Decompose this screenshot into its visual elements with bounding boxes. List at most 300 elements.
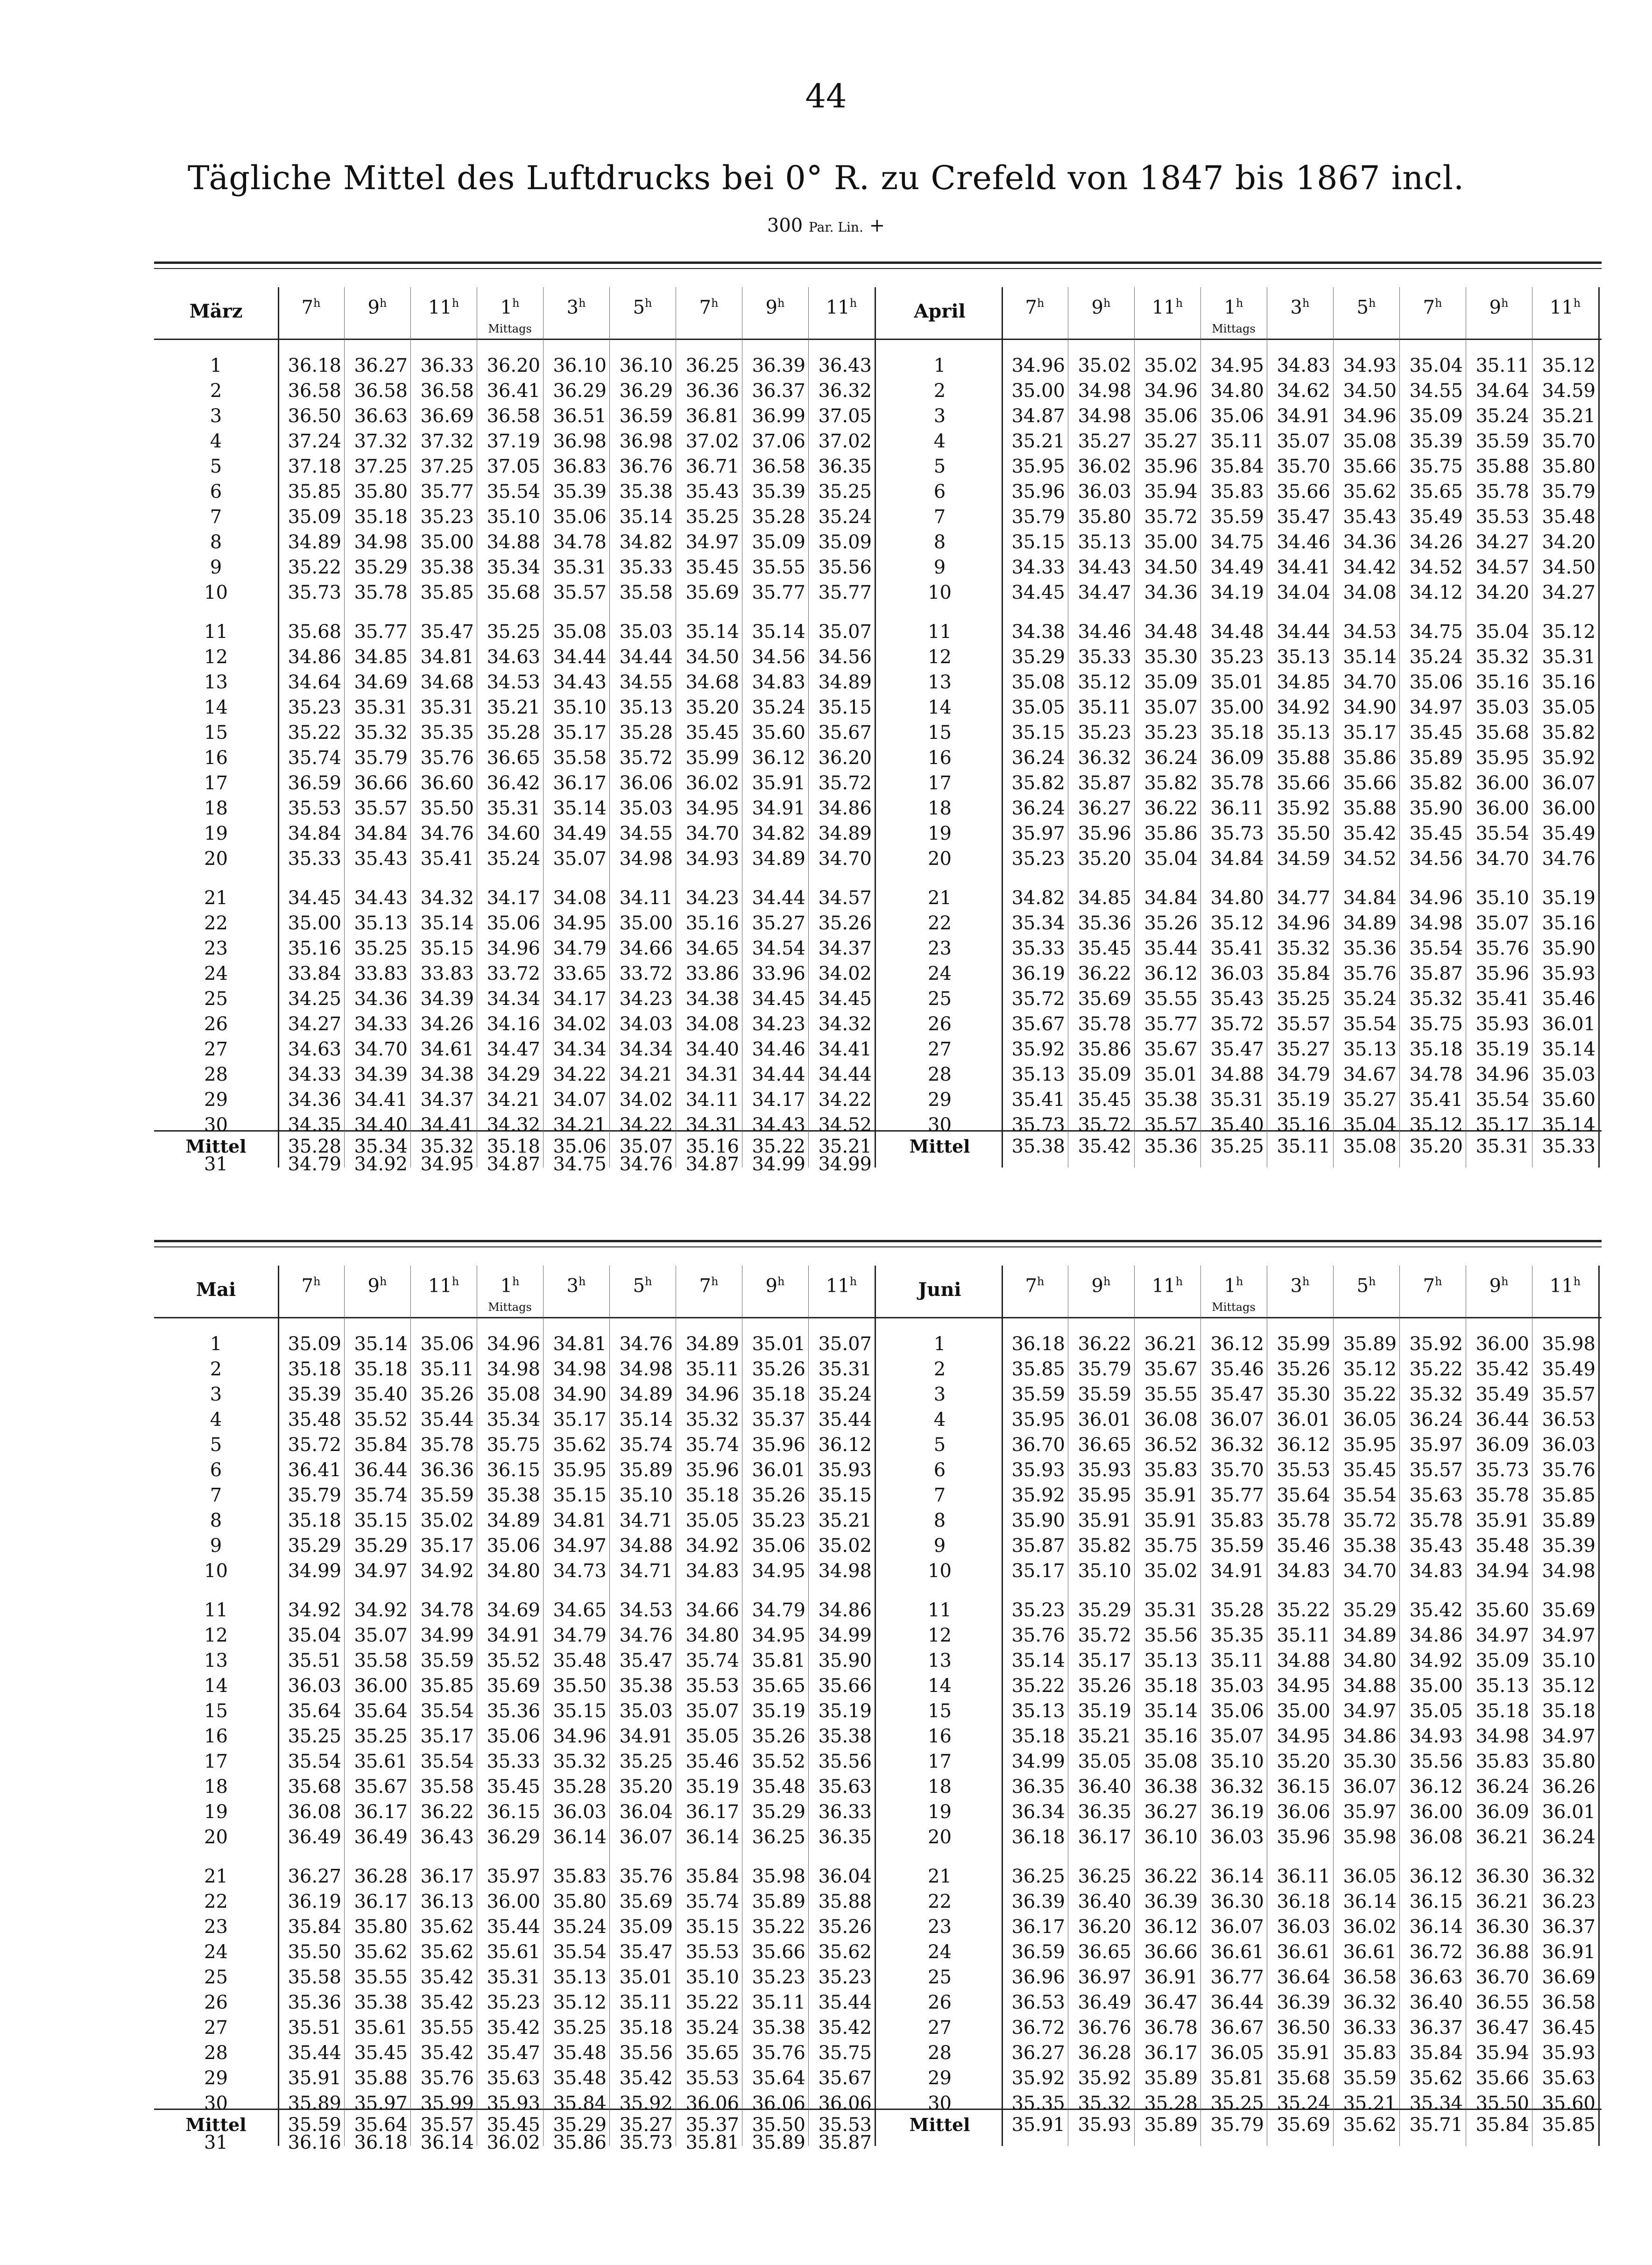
- pressure-value: 35.12: [1542, 355, 1596, 376]
- pressure-value: 36.19: [1011, 963, 1065, 984]
- pressure-value: 35.18: [354, 506, 408, 528]
- hour-header: [676, 297, 742, 318]
- hour-number: 5: [633, 1275, 645, 1297]
- day-number: 22: [204, 1891, 228, 1912]
- unit-note: [0, 215, 1652, 236]
- pressure-value: 36.66: [354, 772, 408, 794]
- pressure-value: 35.19: [1078, 1700, 1131, 1722]
- pressure-value: 35.18: [354, 1359, 408, 1380]
- pressure-value: 34.95: [553, 913, 607, 934]
- pressure-value: 36.09: [1210, 747, 1264, 769]
- pressure-value: 35.87: [1011, 1535, 1065, 1557]
- hour-number: 9: [1091, 1275, 1103, 1297]
- pressure-value: 36.16: [288, 2132, 341, 2153]
- pressure-value: 36.06: [818, 2093, 872, 2114]
- pressure-value: 35.11: [1210, 431, 1264, 452]
- pressure-value: 35.57: [354, 798, 408, 819]
- day-number: 26: [928, 1992, 952, 2013]
- pressure-value: 36.43: [818, 355, 872, 376]
- day-number: 10: [928, 1560, 952, 1582]
- pressure-value: 34.75: [1210, 531, 1264, 553]
- pressure-value: 35.31: [1144, 1600, 1198, 1621]
- pressure-value: 35.62: [1343, 481, 1397, 503]
- pressure-value: 34.96: [553, 1726, 607, 1747]
- pressure-value: 34.84: [1343, 887, 1397, 909]
- pressure-value: 36.32: [1078, 747, 1131, 769]
- pressure-value: 35.29: [288, 1535, 341, 1557]
- pressure-value: 36.58: [288, 380, 341, 402]
- pressure-value: 34.57: [818, 887, 872, 909]
- pressure-value: 34.26: [1409, 531, 1463, 553]
- hour-suffix: h: [452, 1275, 459, 1288]
- pressure-value: 35.02: [818, 1535, 872, 1557]
- pressure-value: 35.95: [1078, 1485, 1131, 1506]
- pressure-value: 35.09: [752, 531, 805, 553]
- day-number: 2: [210, 1359, 222, 1380]
- day-number: 25: [928, 988, 952, 1010]
- pressure-value: 36.03: [1210, 1826, 1264, 1848]
- pressure-value: 35.44: [818, 1409, 872, 1430]
- day-number: 6: [933, 1459, 946, 1481]
- pressure-value: 34.84: [354, 823, 408, 844]
- day-number: 21: [928, 887, 952, 909]
- pressure-value: 34.89: [818, 672, 872, 693]
- pressure-value: 35.69: [619, 1891, 673, 1912]
- pressure-value: 35.95: [1011, 1409, 1065, 1430]
- column-divider: [1598, 287, 1600, 1168]
- pressure-value: 36.03: [288, 1675, 341, 1697]
- pressure-value: 35.38: [752, 2017, 805, 2038]
- pressure-value: 35.97: [354, 2093, 408, 2114]
- pressure-value: 35.23: [1011, 1600, 1065, 1621]
- pressure-value: 34.16: [487, 1013, 540, 1035]
- pressure-value: 35.83: [1210, 481, 1264, 503]
- pressure-value: 34.34: [553, 1039, 607, 1060]
- pressure-value: 36.96: [1011, 1967, 1065, 1988]
- day-number: 3: [933, 1384, 946, 1405]
- pressure-value: 35.39: [288, 1384, 341, 1405]
- pressure-value: 34.32: [818, 1013, 872, 1035]
- day-number: 12: [928, 646, 952, 668]
- pressure-value: 34.70: [1343, 1560, 1397, 1582]
- pressure-value: 35.77: [1210, 1485, 1264, 1506]
- pressure-value: 34.80: [685, 1625, 739, 1646]
- hour-number: 11: [1151, 1275, 1176, 1297]
- pressure-value: 34.56: [1409, 848, 1463, 870]
- pressure-value: 34.40: [354, 1114, 408, 1136]
- mittags-label: Mittags: [1212, 1301, 1256, 1314]
- pressure-value: 34.96: [1011, 355, 1065, 376]
- pressure-value: 34.31: [685, 1064, 739, 1085]
- pressure-value: 35.50: [1277, 823, 1330, 844]
- pressure-value: 35.70: [1210, 1459, 1264, 1481]
- day-number: 5: [210, 1434, 222, 1456]
- pressure-value: 36.08: [1144, 1409, 1198, 1430]
- pressure-value: 34.35: [288, 1114, 341, 1136]
- pressure-value: 35.76: [1343, 963, 1397, 984]
- pressure-value: 34.40: [685, 1039, 739, 1060]
- pressure-value: 34.83: [1409, 1560, 1463, 1582]
- hour-number: 1: [500, 1275, 512, 1297]
- pressure-value: 35.49: [1409, 506, 1463, 528]
- pressure-value: 36.49: [1078, 1992, 1131, 2013]
- pressure-value: 35.26: [752, 1485, 805, 1506]
- pressure-value: 37.32: [420, 431, 474, 452]
- pressure-value: 35.91: [752, 772, 805, 794]
- pressure-value: 34.50: [1542, 557, 1596, 578]
- pressure-value: 34.12: [1409, 582, 1463, 603]
- hour-number: 7: [1025, 1275, 1037, 1297]
- pressure-value: 35.93: [487, 2093, 540, 2114]
- mittel-value: 35.53: [818, 2114, 872, 2136]
- unit-name: Par. Lin.: [808, 219, 863, 235]
- day-number: 22: [928, 913, 952, 934]
- pressure-value: 34.59: [1542, 380, 1596, 402]
- pressure-value: 35.22: [1343, 1384, 1397, 1405]
- pressure-value: 34.56: [752, 646, 805, 668]
- pressure-value: 35.47: [487, 2042, 540, 2064]
- pressure-value: 35.56: [619, 2042, 673, 2064]
- pressure-value: 35.97: [1409, 1434, 1463, 1456]
- day-number: 8: [210, 1510, 222, 1531]
- pressure-value: 35.92: [1011, 2067, 1065, 2089]
- pressure-value: 35.00: [1277, 1700, 1330, 1722]
- pressure-value: 35.15: [1011, 531, 1065, 553]
- pressure-value: 35.54: [1343, 1013, 1397, 1035]
- pressure-value: 35.31: [487, 1967, 540, 1988]
- pressure-value: 36.33: [818, 1801, 872, 1823]
- pressure-value: 35.06: [1210, 405, 1264, 427]
- pressure-value: 36.24: [1542, 1826, 1596, 1848]
- day-number: 1: [933, 355, 946, 376]
- day-number: 29: [204, 2067, 228, 2089]
- pressure-value: 36.35: [818, 1826, 872, 1848]
- pressure-value: 34.52: [1409, 557, 1463, 578]
- pressure-value: 36.17: [553, 772, 607, 794]
- hour-header: [1466, 1275, 1532, 1296]
- pressure-value: 36.12: [1144, 1916, 1198, 1938]
- day-number: 27: [928, 2017, 952, 2038]
- hour-suffix: h: [1103, 297, 1111, 310]
- hour-header: [808, 297, 875, 318]
- pressure-value: 35.08: [487, 1384, 540, 1405]
- pressure-value: 36.91: [1542, 1941, 1596, 1963]
- hour-number: 3: [566, 297, 579, 319]
- pressure-value: 35.14: [619, 506, 673, 528]
- pressure-value: 34.21: [487, 1089, 540, 1111]
- pressure-value: 35.06: [420, 1333, 474, 1355]
- pressure-value: 35.96: [1476, 963, 1529, 984]
- pressure-value: 35.22: [1011, 1675, 1065, 1697]
- pressure-value: 35.24: [752, 697, 805, 718]
- hour-number: 11: [826, 1275, 850, 1297]
- pressure-value: 34.65: [685, 938, 739, 959]
- pressure-value: 35.79: [1542, 481, 1596, 503]
- hour-header: [477, 1275, 543, 1296]
- pressure-value: 33.83: [420, 963, 474, 984]
- pressure-value: 34.95: [420, 1154, 474, 1175]
- page-title: Tägliche Mittel des Luftdrucks bei 0° R. zu Crefeld von 1847 bis 1867 incl.: [187, 159, 1465, 197]
- pressure-value: 34.62: [1277, 380, 1330, 402]
- mittel-value: 35.22: [752, 1136, 805, 1157]
- pressure-value: 34.81: [420, 646, 474, 668]
- mittel-label: Mittel: [185, 2114, 247, 2135]
- pressure-value: 35.17: [553, 722, 607, 743]
- mittel-value: 35.08: [1343, 1136, 1397, 1157]
- pressure-value: 35.80: [354, 481, 408, 503]
- pressure-value: 34.79: [288, 1154, 341, 1175]
- hour-number: 5: [1356, 1275, 1369, 1297]
- pressure-value: 34.69: [487, 1600, 540, 1621]
- pressure-value: 35.84: [685, 1866, 739, 1887]
- pressure-value: 34.84: [1144, 887, 1198, 909]
- mittel-value: 35.64: [354, 2114, 408, 2136]
- pressure-value: 35.14: [553, 798, 607, 819]
- pressure-value: 34.45: [818, 988, 872, 1010]
- pressure-value: 35.13: [619, 697, 673, 718]
- pressure-value: 35.67: [1144, 1359, 1198, 1380]
- pressure-value: 34.70: [1343, 672, 1397, 693]
- pressure-value: 35.31: [1210, 1089, 1264, 1111]
- pressure-value: 35.57: [1277, 1013, 1330, 1035]
- day-number: 1: [210, 1333, 222, 1355]
- pressure-value: 35.78: [1476, 1485, 1529, 1506]
- pressure-value: 36.65: [487, 747, 540, 769]
- pressure-value: 36.70: [1476, 1967, 1529, 1988]
- pressure-value: 35.59: [1210, 1535, 1264, 1557]
- pressure-value: 35.88: [1476, 456, 1529, 477]
- day-number: 16: [204, 1726, 228, 1747]
- pressure-value: 36.27: [1078, 798, 1131, 819]
- pressure-value: 34.66: [619, 938, 673, 959]
- hour-header: [742, 297, 808, 318]
- day-number: 1: [210, 355, 222, 376]
- pressure-value: 35.75: [1409, 456, 1463, 477]
- pressure-value: 35.38: [619, 481, 673, 503]
- pressure-value: 35.79: [354, 747, 408, 769]
- pressure-value: 34.98: [1078, 405, 1131, 427]
- day-number: 31: [204, 1154, 228, 1175]
- pressure-value: 34.65: [553, 1600, 607, 1621]
- pressure-value: 35.04: [288, 1625, 341, 1646]
- pressure-value: 35.83: [1210, 1510, 1264, 1531]
- pressure-value: 34.76: [619, 1154, 673, 1175]
- pressure-value: 33.83: [354, 963, 408, 984]
- pressure-value: 34.36: [1343, 531, 1397, 553]
- pressure-value: 34.43: [553, 672, 607, 693]
- mittel-value: 35.84: [1476, 2114, 1529, 2136]
- pressure-value: 35.19: [1542, 887, 1596, 909]
- pressure-value: 35.98: [752, 1866, 805, 1887]
- day-number: 24: [204, 1941, 228, 1963]
- pressure-value: 35.32: [1476, 646, 1529, 668]
- pressure-value: 36.02: [487, 2132, 540, 2153]
- pressure-value: 35.11: [1210, 1650, 1264, 1671]
- pressure-value: 37.25: [354, 456, 408, 477]
- day-number: 22: [928, 1891, 952, 1912]
- pressure-value: 34.78: [420, 1600, 474, 1621]
- pressure-value: 35.15: [553, 1485, 607, 1506]
- pressure-value: 35.03: [1210, 1675, 1264, 1697]
- pressure-value: 35.77: [752, 582, 805, 603]
- pressure-value: 35.24: [818, 1384, 872, 1405]
- pressure-value: 35.21: [1343, 2093, 1397, 2114]
- pressure-value: 35.83: [1144, 1459, 1198, 1481]
- pressure-value: 35.26: [818, 1916, 872, 1938]
- day-number: 23: [204, 1916, 228, 1938]
- hour-suffix: h: [1573, 1275, 1581, 1288]
- pressure-value: 36.14: [685, 1826, 739, 1848]
- pressure-value: 36.17: [354, 1891, 408, 1912]
- pressure-value: 34.92: [420, 1560, 474, 1582]
- pressure-value: 37.06: [752, 431, 805, 452]
- day-number: 29: [928, 2067, 952, 2089]
- day-number: 24: [204, 963, 228, 984]
- pressure-value: 34.33: [288, 1064, 341, 1085]
- pressure-value: 35.68: [1476, 722, 1529, 743]
- pressure-value: 34.87: [1011, 405, 1065, 427]
- pressure-value: 35.32: [1277, 938, 1330, 959]
- pressure-value: 36.35: [1011, 1776, 1065, 1798]
- hour-suffix: h: [1103, 1275, 1111, 1288]
- pressure-value: 36.07: [1542, 772, 1596, 794]
- pressure-value: 35.53: [288, 798, 341, 819]
- day-number: 11: [204, 621, 228, 643]
- pressure-value: 36.25: [752, 1826, 805, 1848]
- pressure-value: 35.69: [685, 582, 739, 603]
- pressure-value: 35.73: [288, 582, 341, 603]
- pressure-value: 34.60: [487, 823, 540, 844]
- day-number: 23: [204, 938, 228, 959]
- pressure-value: 34.47: [487, 1039, 540, 1060]
- pressure-value: 36.03: [1210, 963, 1264, 984]
- pressure-value: 35.96: [1277, 1826, 1330, 1848]
- pressure-value: 35.23: [1210, 646, 1264, 668]
- pressure-value: 35.01: [619, 1967, 673, 1988]
- day-number: 18: [928, 798, 952, 819]
- day-number: 14: [928, 1675, 952, 1697]
- pressure-value: 36.24: [1476, 1776, 1529, 1798]
- pressure-value: 35.47: [619, 1650, 673, 1671]
- pressure-value: 35.51: [288, 1650, 341, 1671]
- pressure-value: 35.44: [818, 1992, 872, 2013]
- hour-suffix: h: [849, 297, 857, 310]
- pressure-value: 36.98: [619, 431, 673, 452]
- pressure-value: 34.68: [420, 672, 474, 693]
- mittel-label: Mittel: [185, 1136, 247, 1157]
- pressure-value: 36.30: [1210, 1891, 1264, 1912]
- mittel-value: 35.45: [487, 2114, 540, 2136]
- hour-number: 11: [1549, 1275, 1574, 1297]
- pressure-value: 34.43: [1078, 557, 1131, 578]
- pressure-value: 36.09: [1476, 1434, 1529, 1456]
- pressure-value: 35.74: [354, 1485, 408, 1506]
- pressure-value: 35.64: [354, 1700, 408, 1722]
- pressure-value: 35.25: [487, 621, 540, 643]
- pressure-value: 35.85: [1542, 1485, 1596, 1506]
- pressure-value: 34.81: [553, 1510, 607, 1531]
- pressure-value: 35.58: [420, 1776, 474, 1798]
- pressure-value: 35.21: [818, 1510, 872, 1531]
- pressure-value: 34.93: [685, 848, 739, 870]
- pressure-value: 37.25: [420, 456, 474, 477]
- mittel-value: 35.93: [1078, 2114, 1131, 2136]
- pressure-value: 37.05: [487, 456, 540, 477]
- pressure-value: 36.37: [1409, 2017, 1463, 2038]
- pressure-value: 34.70: [354, 1039, 408, 1060]
- pressure-value: 35.60: [1542, 2093, 1596, 2114]
- hour-header: [1002, 1275, 1068, 1296]
- hour-header: [543, 297, 609, 318]
- pressure-value: 34.63: [487, 646, 540, 668]
- hour-suffix: h: [313, 1275, 321, 1288]
- pressure-value: 35.31: [1542, 646, 1596, 668]
- pressure-value: 35.89: [288, 2093, 341, 2114]
- pressure-value: 35.07: [1144, 697, 1198, 718]
- day-number: 31: [204, 2132, 228, 2153]
- pressure-value: 36.17: [1144, 2042, 1198, 2064]
- hour-header: [808, 1275, 875, 1296]
- pressure-value: 35.18: [1210, 722, 1264, 743]
- pressure-value: 35.89: [1409, 747, 1463, 769]
- pressure-value: 36.61: [1343, 1941, 1397, 1963]
- pressure-value: 35.17: [553, 1409, 607, 1430]
- pressure-value: 35.92: [1011, 1039, 1065, 1060]
- mittel-value: 35.20: [1409, 1136, 1463, 1157]
- pressure-value: 35.29: [354, 1535, 408, 1557]
- pressure-value: 34.04: [1277, 582, 1330, 603]
- pressure-value: 35.62: [818, 1941, 872, 1963]
- pressure-value: 35.75: [1409, 1013, 1463, 1035]
- pressure-value: 35.33: [487, 1751, 540, 1772]
- pressure-value: 35.10: [553, 697, 607, 718]
- pressure-value: 35.99: [1277, 1333, 1330, 1355]
- day-number: 28: [928, 1064, 952, 1085]
- pressure-value: 35.92: [1409, 1333, 1463, 1355]
- pressure-value: 35.06: [487, 1535, 540, 1557]
- pressure-value: 36.39: [1011, 1891, 1065, 1912]
- pressure-value: 35.95: [1011, 456, 1065, 477]
- pressure-value: 35.68: [1277, 2067, 1330, 2089]
- pressure-value: 36.59: [288, 772, 341, 794]
- pressure-value: 35.88: [1343, 798, 1397, 819]
- day-number: 7: [210, 1485, 222, 1506]
- pressure-value: 36.30: [1476, 1866, 1529, 1887]
- pressure-value: 35.02: [1144, 355, 1198, 376]
- pressure-value: 35.73: [1011, 1114, 1065, 1136]
- day-number: 26: [204, 1992, 228, 2013]
- pressure-value: 34.97: [1343, 1700, 1397, 1722]
- pressure-value: 36.13: [420, 1891, 474, 1912]
- mittags-label: Mittags: [1212, 322, 1256, 335]
- pressure-value: 34.89: [685, 1333, 739, 1355]
- pressure-value: 36.69: [420, 405, 474, 427]
- day-number: 25: [204, 988, 228, 1010]
- pressure-value: 34.66: [685, 1600, 739, 1621]
- day-number: 11: [928, 1600, 952, 1621]
- pressure-value: 35.44: [420, 1409, 474, 1430]
- pressure-value: 35.54: [1409, 938, 1463, 959]
- pressure-value: 36.52: [1144, 1434, 1198, 1456]
- hour-suffix: h: [1501, 1275, 1509, 1288]
- pressure-value: 35.16: [1476, 672, 1529, 693]
- hour-suffix: h: [452, 297, 459, 310]
- pressure-value: 35.61: [487, 1941, 540, 1963]
- day-number: 21: [204, 1866, 228, 1887]
- pressure-value: 35.27: [1277, 1039, 1330, 1060]
- pressure-value: 35.72: [619, 747, 673, 769]
- pressure-value: 35.89: [1343, 1333, 1397, 1355]
